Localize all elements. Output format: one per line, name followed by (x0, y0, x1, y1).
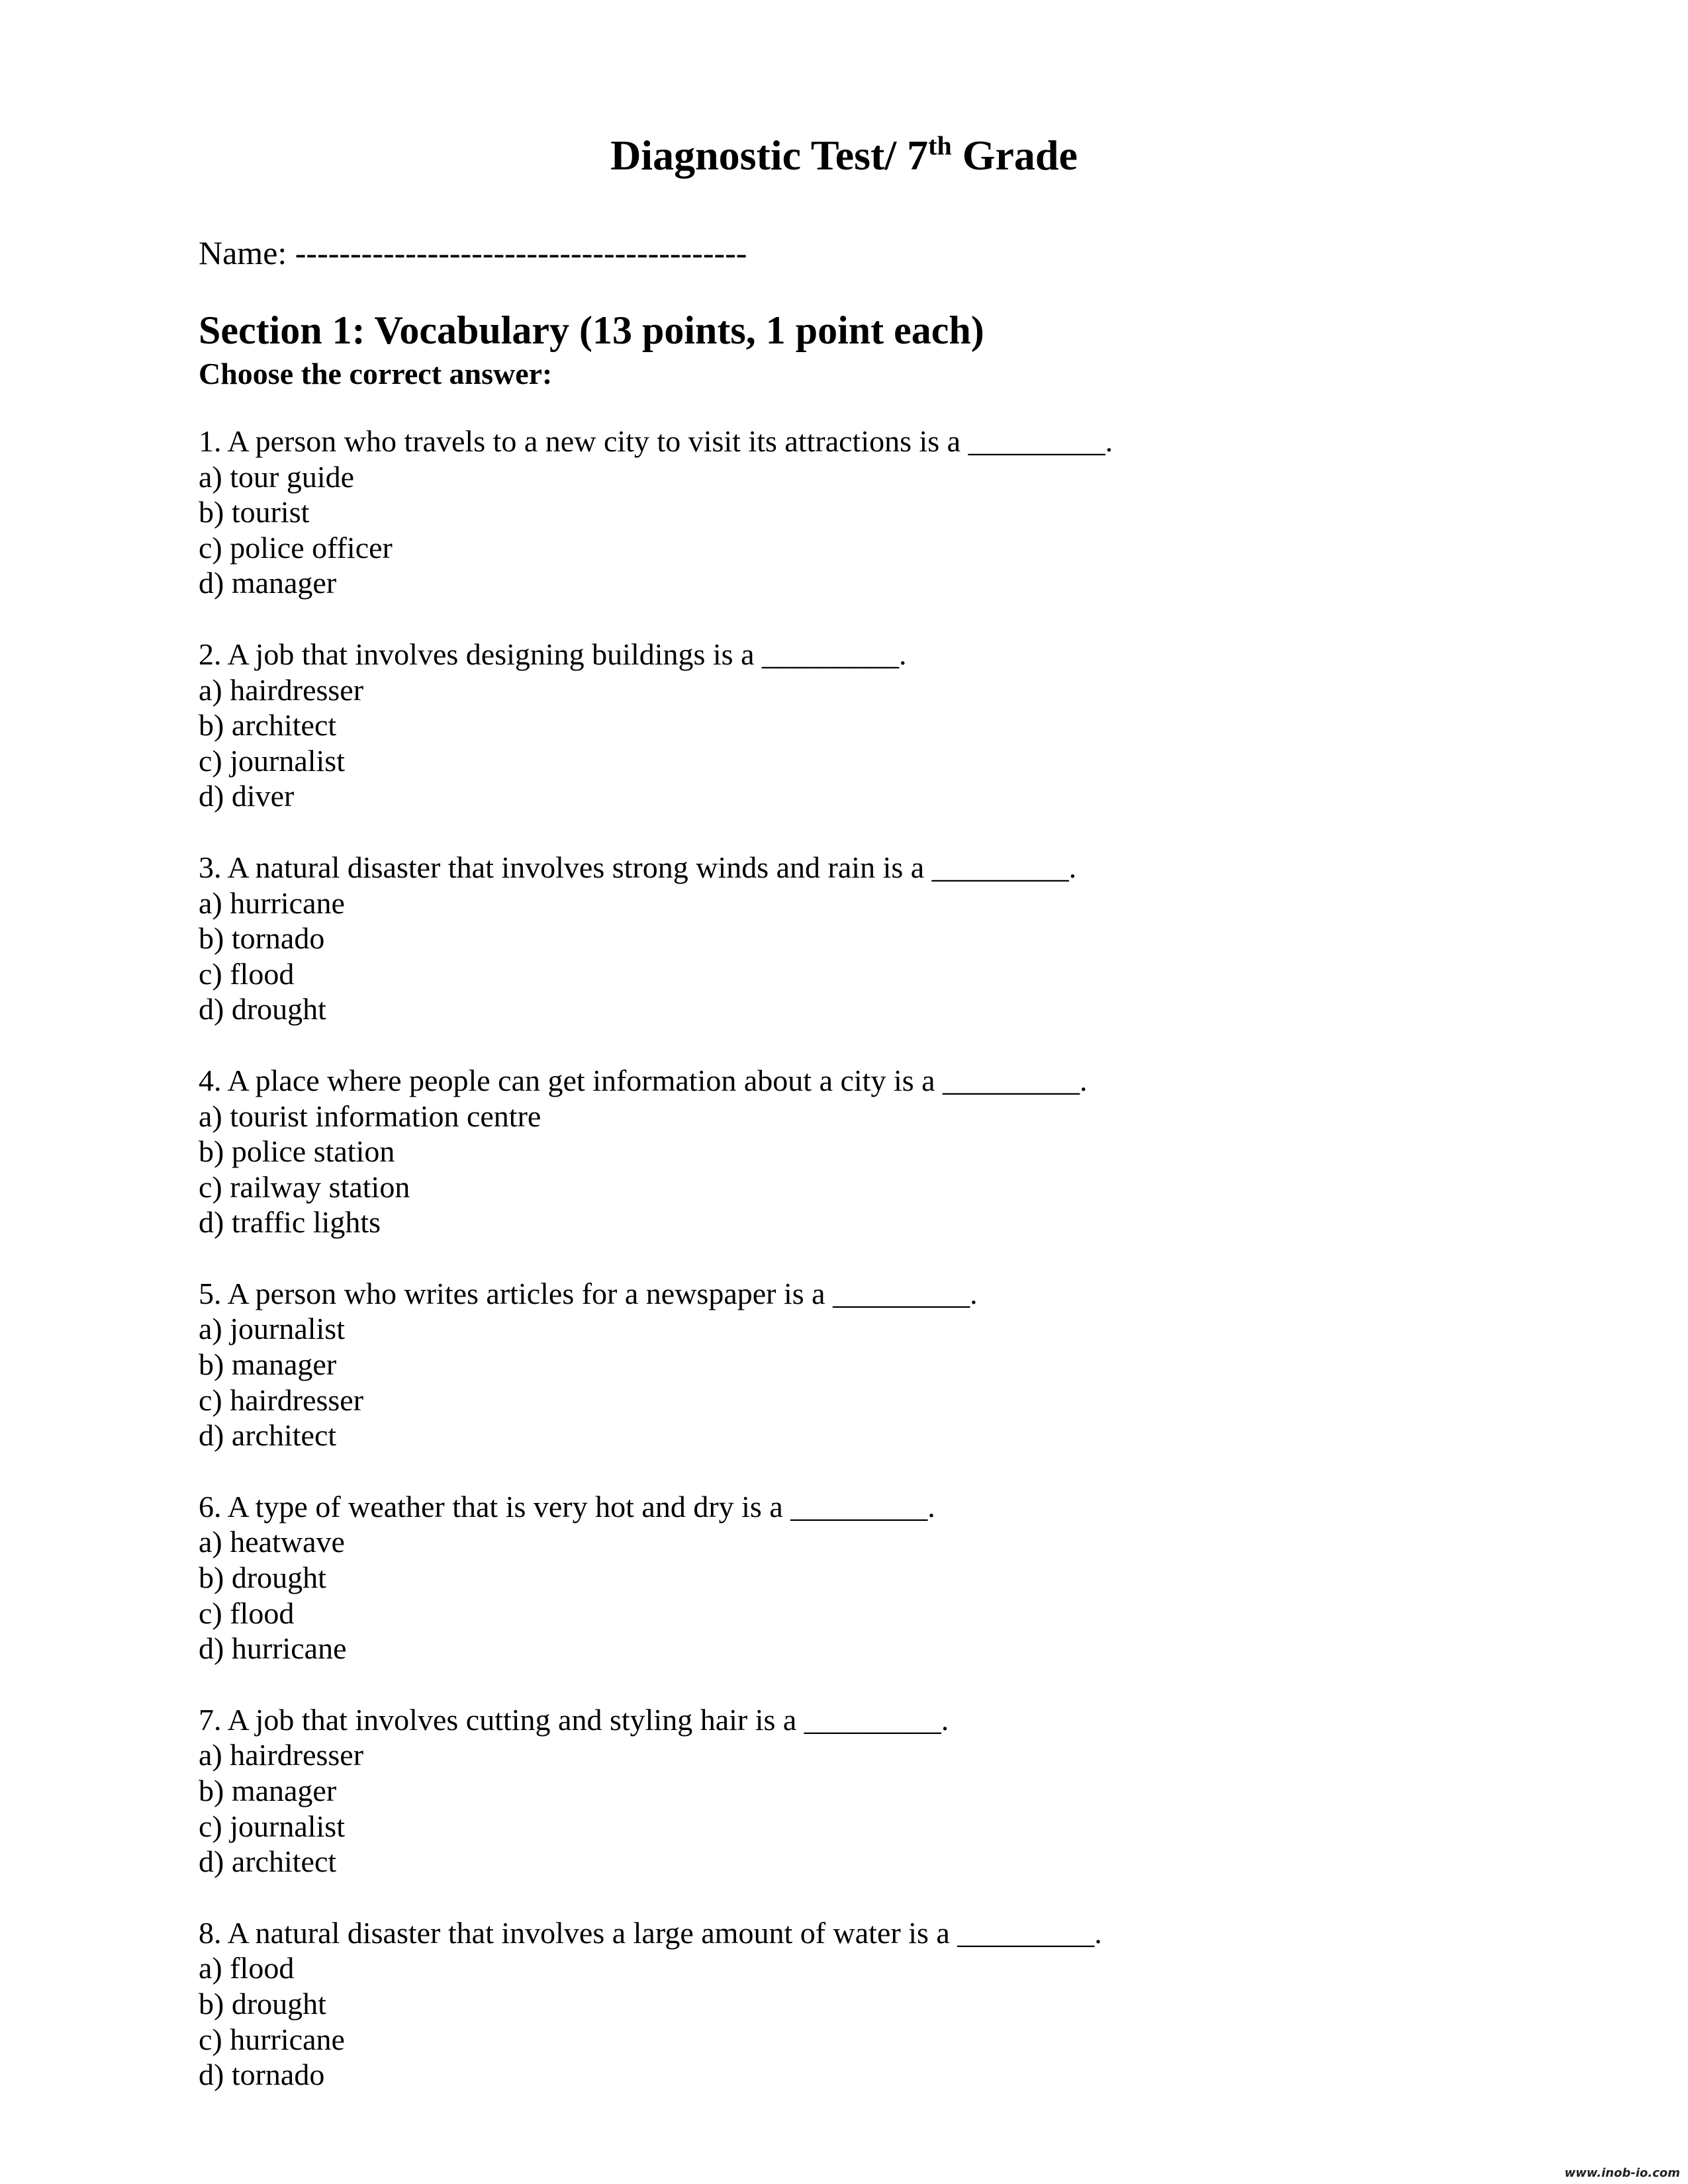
answer-option: c) journalist (199, 743, 345, 778)
question-list (199, 424, 1456, 2128)
answer-option: d) architect (199, 1418, 337, 1453)
answer-option: a) flood (199, 1951, 295, 1985)
instruction-text: Choose the correct answer: (199, 357, 553, 390)
answer-option: c) flood (199, 1596, 295, 1630)
answer-option: c) journalist (199, 1809, 345, 1843)
answer-option: b) police station (199, 1134, 395, 1169)
answer-option: c) hairdresser (199, 1383, 364, 1417)
question-text: 1. A person who travels to a new city to visit its attractions is a _________. (199, 424, 1113, 458)
answer-option: b) drought (199, 1561, 326, 1595)
question-text: 7. A job that involves cutting and styling hair is a _________. (199, 1702, 949, 1737)
question-block (199, 637, 1456, 814)
answer-option: c) hurricane (199, 2022, 345, 2056)
question-block (199, 1489, 1456, 1666)
answer-option: d) tornado (199, 2058, 325, 2092)
answer-option: a) hairdresser (199, 1738, 364, 1772)
answer-option: c) railway station (199, 1169, 410, 1204)
question-block (199, 850, 1456, 1027)
answer-option: c) police officer (199, 530, 393, 565)
answer-option: d) diver (199, 779, 295, 813)
question-block (199, 1915, 1456, 2093)
answer-option: a) hurricane (199, 886, 345, 920)
answer-option: d) architect (199, 1844, 337, 1879)
title-main: Diagnostic Test/ 7 (610, 132, 929, 179)
answer-option: c) flood (199, 956, 295, 991)
answer-option: b) tornado (199, 921, 325, 956)
answer-option: b) manager (199, 1347, 337, 1382)
answer-option: a) hairdresser (199, 672, 364, 707)
answer-option: d) manager (199, 566, 337, 600)
title-superscript: th (928, 130, 952, 161)
question-text: 3. A natural disaster that involves strong winds and rain is a _________. (199, 850, 1077, 884)
answer-option: a) heatwave (199, 1525, 345, 1559)
answer-option: d) drought (199, 992, 326, 1026)
question-text: 5. A person who writes articles for a newspaper is a _________. (199, 1276, 978, 1310)
answer-option: a) tour guide (199, 459, 355, 494)
question-block (199, 424, 1456, 601)
question-block (199, 1276, 1456, 1453)
page-title (0, 129, 1688, 182)
answer-option: b) manager (199, 1774, 337, 1807)
title-end: Grade (951, 132, 1078, 179)
question-text: 2. A job that involves designing buildings is a _________. (199, 637, 907, 671)
watermark: www.inob-io.com (1564, 2166, 1680, 2180)
question-text: 6. A type of weather that is very hot and dry is a _________. (199, 1489, 935, 1524)
answer-option: a) journalist (199, 1312, 345, 1346)
answer-option: d) hurricane (199, 1631, 347, 1666)
answer-option: b) tourist (199, 495, 310, 529)
answer-option: b) drought (199, 1986, 326, 2021)
name-field-line: Name: ----------------------------------------- (199, 234, 747, 271)
question-text: 4. A place where people can get information about a city is a _________. (199, 1063, 1088, 1097)
question-block (199, 1063, 1456, 1240)
answer-option: b) architect (199, 708, 337, 743)
question-block (199, 1702, 1456, 1880)
question-text: 8. A natural disaster that involves a large amount of water is a _________. (199, 1915, 1102, 1950)
answer-option: a) tourist information centre (199, 1099, 541, 1133)
answer-option: d) traffic lights (199, 1205, 381, 1240)
section-heading: Section 1: Vocabulary (13 points, 1 point each) (199, 308, 984, 352)
